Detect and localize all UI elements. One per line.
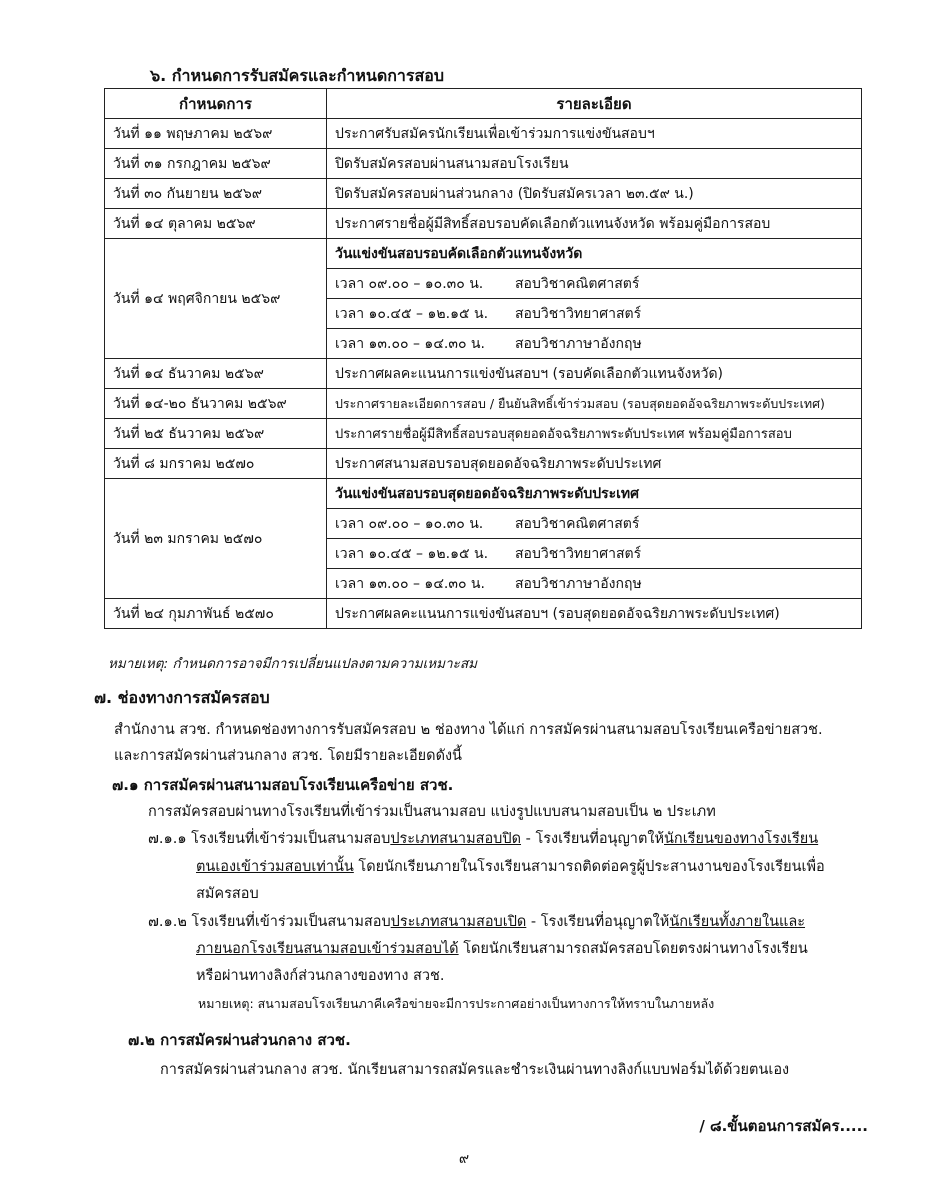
row-detail: ปิดรับสมัครสอบผ่านส่วนกลาง (ปิดรับสมัครเวลา ๒๓.๕๙ น.) [327, 179, 862, 209]
item-text: โดยนักเรียนสามารถสมัครสอบโดยตรงผ่านทางโรงเรียน [458, 941, 808, 957]
table-row [105, 419, 862, 449]
table-row [105, 479, 862, 509]
exam-slot [327, 269, 862, 299]
row-date: วันที่ ๑๔ ตุลาคม ๒๕๖๙ [105, 209, 327, 239]
item-7-1-2-line1 [148, 910, 805, 933]
item-emphasis: ตนเองเข้าร่วมสอบเท่านั้น [196, 859, 354, 875]
slot-subject: สอบวิชาวิทยาศาสตร์ [515, 305, 642, 322]
table-row [105, 209, 862, 239]
slot-time: เวลา ๐๙.๐๐ – ๑๐.๓๐ น. [335, 275, 484, 292]
item-text: - โรงเรียนที่อนุญาตให้ [526, 914, 670, 930]
exam-title-provincial: วันแข่งขันสอบรอบคัดเลือกตัวแทนจังหวัด [327, 239, 862, 269]
slot-subject: สอบวิชาคณิตศาสตร์ [515, 515, 640, 532]
section-7-1-note: หมายเหตุ: สนามสอบโรงเรียนภาคีเครือข่ายจะมีการประกาศอย่างเป็นทางการให้ทราบในภายหลัง [198, 996, 715, 1011]
slot-subject: สอบวิชาภาษาอังกฤษ [515, 335, 642, 352]
row-detail: ประกาศรายชื่อผู้มีสิทธิ์สอบรอบสุดยอดอัจฉริยภาพระดับประเทศ พร้อมคู่มือการสอบ [327, 419, 862, 449]
row-detail: ประกาศรายชื่อผู้มีสิทธิ์สอบรอบคัดเลือกตัวแทนจังหวัด พร้อมคู่มือการสอบ [327, 209, 862, 239]
exam-slot [327, 299, 862, 329]
item-emphasis: นักเรียนทั้งภายในและ [669, 914, 806, 930]
item-text: - โรงเรียนที่อนุญาตให้ [521, 831, 665, 847]
exam-slot [327, 329, 862, 359]
item-7-1-1-line3: สมัครสอบ [196, 886, 259, 902]
item-text: ๗.๑.๑ โรงเรียนที่เข้าร่วมเป็นสนามสอบ [148, 831, 391, 847]
table-row [105, 239, 862, 269]
table-row [105, 149, 862, 179]
slot-subject: สอบวิชาคณิตศาสตร์ [515, 275, 640, 292]
slot-time: เวลา ๑๐.๔๕ – ๑๒.๑๕ น. [335, 305, 489, 322]
table-row [105, 359, 862, 389]
section-7-intro-line1: สำนักงาน สวช. กำหนดช่องทางการรับสมัครสอบ ๒ ช่องทาง ได้แก่ การสมัครผ่านสนามสอบโรงเรียนเครือข่ายสวช. [114, 722, 823, 738]
header-detail: รายละเอียด [327, 89, 862, 119]
slot-subject: สอบวิชาวิทยาศาสตร์ [515, 545, 642, 562]
exam-slot [327, 539, 862, 569]
section-7-intro-line2: และการสมัครผ่านส่วนกลาง สวช. โดยมีรายละเอียดดังนี้ [114, 748, 462, 764]
slot-time: เวลา ๑๓.๐๐ – ๑๔.๓๐ น. [335, 575, 485, 592]
exam-date-national: วันที่ ๒๓ มกราคม ๒๕๗๐ [105, 479, 327, 599]
slot-time: เวลา ๑๓.๐๐ – ๑๔.๓๐ น. [335, 335, 485, 352]
page-number: ๙ [458, 1151, 470, 1167]
schedule-note: หมายเหตุ: กำหนดการอาจมีการเปลี่ยนแปลงตามความเหมาะสม [108, 656, 478, 672]
table-row [105, 119, 862, 149]
row-date: วันที่ ๓๐ กันยายน ๒๕๖๙ [105, 179, 327, 209]
header-schedule: กำหนดการ [105, 89, 327, 119]
section-7-title: ๗. ช่องทางการสมัครสอบ [94, 688, 270, 707]
section-7-1-title: ๗.๑ การสมัครผ่านสนามสอบโรงเรียนเครือข่าย สวช. [112, 776, 454, 794]
exam-slot [327, 569, 862, 599]
row-detail: ประกาศรับสมัครนักเรียนเพื่อเข้าร่วมการแข่งขันสอบฯ [327, 119, 862, 149]
slot-time: เวลา ๐๙.๐๐ – ๑๐.๓๐ น. [335, 515, 484, 532]
item-7-1-2-line3: หรือผ่านทางลิงก์ส่วนกลางของทาง สวช. [196, 968, 445, 984]
table-row [105, 389, 862, 419]
slot-subject: สอบวิชาภาษาอังกฤษ [515, 575, 642, 592]
table-header-row [105, 89, 862, 119]
table-row [105, 179, 862, 209]
section-7-2-text: การสมัครผ่านส่วนกลาง สวช. นักเรียนสามารถสมัครและชำระเงินผ่านทางลิงก์แบบฟอร์มได้ด้วยตนเอง [160, 1062, 790, 1078]
schedule-table [104, 88, 862, 629]
slot-time: เวลา ๑๐.๔๕ – ๑๒.๑๕ น. [335, 545, 489, 562]
row-detail: ประกาศผลคะแนนการแข่งขันสอบฯ (รอบสุดยอดอัจฉริยภาพระดับประเทศ) [327, 599, 862, 629]
item-emphasis: ประเภทสนามสอบเปิด [390, 914, 527, 930]
table-row [105, 599, 862, 629]
exam-title-national: วันแข่งขันสอบรอบสุดยอดอัจฉริยภาพระดับประเทศ [327, 479, 862, 509]
item-emphasis: นักเรียนของทางโรงเรียน [664, 831, 819, 847]
item-7-1-2-line2 [196, 937, 808, 960]
row-detail: ปิดรับสมัครสอบผ่านสนามสอบโรงเรียน [327, 149, 862, 179]
item-emphasis: ภายนอกโรงเรียนสนามสอบเข้าร่วมสอบได้ [196, 941, 459, 957]
item-text: ๗.๑.๒ โรงเรียนที่เข้าร่วมเป็นสนามสอบ [148, 914, 391, 930]
exam-date-provincial: วันที่ ๑๔ พฤศจิกายน ๒๕๖๙ [105, 239, 327, 359]
row-date: วันที่ ๘ มกราคม ๒๕๗๐ [105, 449, 327, 479]
section-7-2-title: ๗.๒ การสมัครผ่านส่วนกลาง สวช. [128, 1031, 351, 1049]
table-row [105, 449, 862, 479]
row-date: วันที่ ๑๔ ธันวาคม ๒๕๖๙ [105, 359, 327, 389]
item-text: โดยนักเรียนภายในโรงเรียนสามารถติดต่อครูผู้ประสานงานของโรงเรียนเพื่อ [353, 859, 825, 875]
section-6-title: ๖. กำหนดการรับสมัครและกำหนดการสอบ [150, 66, 445, 85]
exam-slot [327, 509, 862, 539]
row-date: วันที่ ๒๔ กุมภาพันธ์ ๒๕๗๐ [105, 599, 327, 629]
row-detail: ประกาศผลคะแนนการแข่งขันสอบฯ (รอบคัดเลือกตัวแทนจังหวัด) [327, 359, 862, 389]
continued-marker: / ๘.ขั้นตอนการสมัคร..... [699, 1117, 868, 1135]
row-detail: ประกาศสนามสอบรอบสุดยอดอัจฉริยภาพระดับประเทศ [327, 449, 862, 479]
row-date: วันที่ ๓๑ กรกฎาคม ๒๕๖๙ [105, 149, 327, 179]
section-7-1-text: การสมัครสอบผ่านทางโรงเรียนที่เข้าร่วมเป็นสนามสอบ แบ่งรูปแบบสนามสอบเป็น ๒ ประเภท [148, 804, 716, 820]
item-emphasis: ประเภทสนามสอบปิด [390, 831, 522, 847]
row-detail: ประกาศรายละเอียดการสอบ / ยืนยันสิทธิ์เข้าร่วมสอบ (รอบสุดยอดอัจฉริยภาพระดับประเทศ) [327, 389, 862, 419]
item-7-1-1-line2 [196, 855, 825, 878]
row-date: วันที่ ๒๕ ธันวาคม ๒๕๖๙ [105, 419, 327, 449]
row-date: วันที่ ๑๑ พฤษภาคม ๒๕๖๙ [105, 119, 327, 149]
item-7-1-1-line1 [148, 827, 818, 850]
row-date: วันที่ ๑๔-๒๐ ธันวาคม ๒๕๖๙ [105, 389, 327, 419]
